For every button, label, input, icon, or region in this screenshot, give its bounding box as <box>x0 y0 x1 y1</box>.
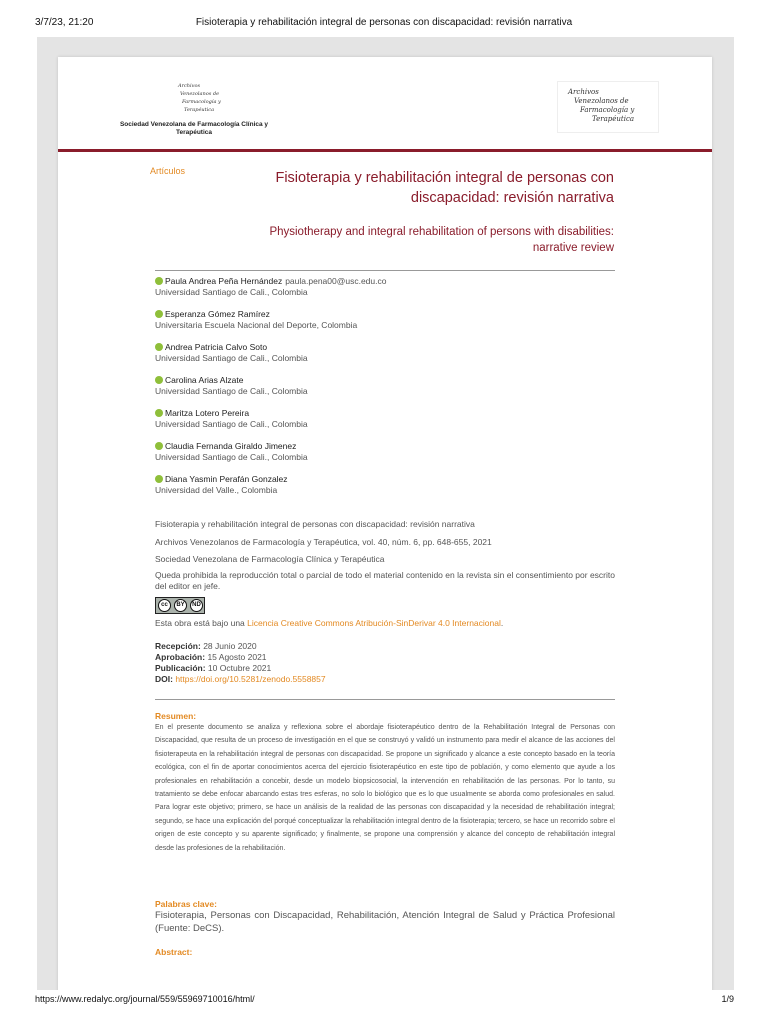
author-affiliation: Universidad Santiago de Cali., Colombia <box>155 287 308 297</box>
keywords-text: Fisioterapia, Personas con Discapacidad, Rehabilitación, Atención Integral de Salud y Práctica Profesional (Fuente: DeCS). <box>155 910 615 934</box>
author-item <box>155 440 615 473</box>
orcid-icon[interactable] <box>155 442 163 450</box>
author-affiliation: Universidad Santiago de Cali., Colombia <box>155 353 308 363</box>
print-page-number: 1/9 <box>721 994 734 1004</box>
citation-title: Fisioterapia y rehabilitación integral de personas con discapacidad: revisión narrativa <box>155 519 475 529</box>
author-name: Paula Andrea Peña Hernández <box>165 276 283 286</box>
svg-text:Venezolanos de: Venezolanos de <box>574 97 629 105</box>
orcid-icon[interactable] <box>155 277 163 285</box>
svg-text:Archivos: Archivos <box>178 83 201 89</box>
author-affiliation: Universidad Santiago de Cali., Colombia <box>155 419 308 429</box>
reception-date: Recepción: 28 Junio 2020 <box>155 641 257 651</box>
article-title-es: Fisioterapia y rehabilitación integral de personas con discapacidad: revisión narrativa <box>275 170 614 206</box>
meta-divider <box>155 699 615 700</box>
nd-icon: ND <box>190 599 203 612</box>
svg-text:Farmacología y: Farmacología y <box>580 106 635 114</box>
license-statement: Esta obra está bajo una Licencia Creative Commons Atribución-SinDerivar 4.0 Internacional. <box>155 618 504 628</box>
author-email[interactable]: paula.pena00@usc.edu.co <box>285 276 387 286</box>
print-url: https://www.redalyc.org/journal/559/55969710016/html/ <box>35 994 255 1004</box>
title-divider <box>155 270 615 271</box>
resumen-section <box>155 711 615 855</box>
print-page-title: Fisioterapia y rehabilitación integral de personas con discapacidad: revisión narrativa <box>195 17 573 28</box>
by-icon: BY <box>174 599 187 612</box>
svg-text:Venezolanos de: Venezolanos de <box>180 91 220 97</box>
author-name: Andrea Patricia Calvo Soto <box>165 342 268 352</box>
society-logo <box>138 79 238 121</box>
copyright-notice: Queda prohibida la reproducción total o parcial de todo el material contenido en la revista sin el consentimiento por escrito del editor en jefe. <box>155 570 615 591</box>
approval-date: Aprobación: 15 Agosto 2021 <box>155 652 267 662</box>
journal-logo <box>557 81 659 133</box>
resumen-heading: Resumen: <box>155 711 197 721</box>
author-item <box>155 374 615 407</box>
cc-license-icon[interactable] <box>155 597 205 614</box>
print-header <box>0 0 768 32</box>
article-title-en: Physiotherapy and integral rehabilitation of persons with disabilities: narrative review <box>269 226 614 254</box>
society-name: Sociedad Venezolana de Farmacología Clínica y Terapéutica <box>119 121 269 136</box>
author-name: Maritza Lotero Pereira <box>165 408 250 418</box>
doi: DOI: https://doi.org/10.5281/zenodo.5558857 <box>155 674 326 684</box>
resumen-text: En el presente documento se analiza y reflexiona sobre el abordaje fisioterapéutico dentro de la Rehabilitación Integral de Personas con Discapacidad, que resulta de un proceso de investigación en el que se construyó y validó un instrumento para medir el alcance de las acciones del fisioterapeuta en la rehabilitación integral de personas con discapacidad. Se propone un significado y alcance a este concepto basado en la teoría ecológica, con el fin de aportar conocimientos acerca del ejercicio fisioterapéutico en este tipo de población, y como elemento que ayude a los profesionales en rehabilitación a concebir, desde un modelo biopsicosocial, la intervención en rehabilitación de las personas. Por lo tanto, su tratamiento se debe enfocar abarcando estas tres esferas, no solo lo biológico que es lo que usualmente se aborda como profesionales en salud. Para lograr este objetivo; primero, se hace un análisis de la realidad de las personas con discapacidad y la necesidad de rehabilitación integral; segundo, se hace una explicación del porqué conceptualizar la rehabilitación integral dentro de la fisioterapia; tercero, se hace un recorrido sobre el origen de este concepto y su aparente significado; y finalmente, se propone una comprensión y alcance del concepto de rehabilitación integral desde las profesiones de la rehabilitación. <box>155 724 615 852</box>
citation-block <box>155 516 615 569</box>
author-affiliation: Universidad Santiago de Cali., Colombia <box>155 452 308 462</box>
license-link[interactable]: Licencia Creative Commons Atribución-SinDerivar 4.0 Internacional <box>247 618 501 628</box>
citation-publisher: Sociedad Venezolana de Farmacología Clínica y Terapéutica <box>155 554 385 564</box>
svg-text:Terapéutica: Terapéutica <box>592 115 635 123</box>
article-dates <box>155 641 615 685</box>
keywords-heading: Palabras clave: <box>155 899 217 909</box>
journal-header <box>58 57 712 150</box>
article-page <box>58 57 712 990</box>
svg-text:Archivos: Archivos <box>568 88 599 96</box>
orcid-icon[interactable] <box>155 376 163 384</box>
author-item <box>155 275 615 308</box>
author-affiliation: Universitaria Escuela Nacional del Deporte, Colombia <box>155 320 358 330</box>
author-affiliation: Universidad Santiago de Cali., Colombia <box>155 386 308 396</box>
author-affiliation: Universidad del Valle., Colombia <box>155 485 278 495</box>
orcid-icon[interactable] <box>155 310 163 318</box>
citation-journal: Archivos Venezolanos de Farmacología y Terapéutica, vol. 40, núm. 6, pp. 648-655, 2021 <box>155 536 492 547</box>
publication-date: Publicación: 10 Octubre 2021 <box>155 663 272 673</box>
section-label[interactable]: Artículos <box>150 166 186 176</box>
author-name: Carolina Arias Alzate <box>165 375 244 385</box>
doi-link[interactable]: https://doi.org/10.5281/zenodo.5558857 <box>175 674 326 684</box>
print-datetime: 3/7/23, 21:20 <box>35 17 94 28</box>
author-item <box>155 473 615 506</box>
header-rule <box>58 149 712 152</box>
author-name: Esperanza Gómez Ramírez <box>165 309 270 319</box>
author-item <box>155 407 615 440</box>
svg-text:Farmacología y: Farmacología y <box>182 99 221 105</box>
author-list <box>155 275 615 506</box>
cc-icon: cc <box>158 599 171 612</box>
orcid-icon[interactable] <box>155 409 163 417</box>
author-name: Diana Yasmin Perafán Gonzalez <box>165 474 288 484</box>
author-name: Claudia Fernanda Giraldo Jimenez <box>165 441 297 451</box>
orcid-icon[interactable] <box>155 343 163 351</box>
orcid-icon[interactable] <box>155 475 163 483</box>
page-viewport[interactable] <box>37 37 734 990</box>
keywords-section <box>155 899 615 935</box>
svg-text:Terapéutica: Terapéutica <box>184 107 215 113</box>
author-item <box>155 341 615 374</box>
abstract-heading: Abstract: <box>155 947 193 957</box>
author-item <box>155 308 615 341</box>
